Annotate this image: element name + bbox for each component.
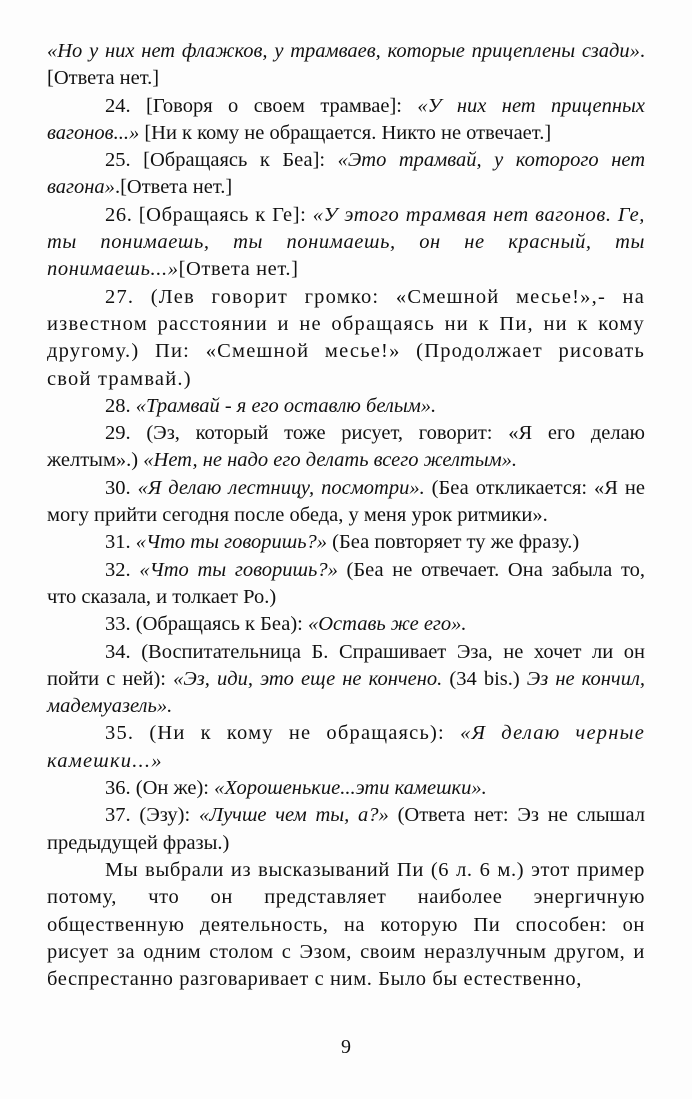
text-run: .[Ответа нет.]	[114, 176, 233, 199]
quoted-speech: «У этого трамвая нет вагонов. Ге, ты понимаешь, ты понимаешь, он не красный, ты понимаешь...»	[47, 203, 645, 281]
text-run: . [Ответа нет.]	[47, 40, 645, 90]
paragraph-p26	[47, 202, 645, 284]
quoted-speech: «Но у них нет флажков, у трамваев, которые прицеплены сзади»	[47, 40, 640, 62]
text-run: 26. [Обращаясь к Ге]:	[105, 203, 313, 226]
quoted-speech: «Трамвай - я его оставлю белым».	[135, 394, 437, 417]
body-text	[47, 38, 645, 993]
quoted-speech: «Это трамвай, у которого нет вагона»	[47, 149, 646, 199]
quoted-speech: «Что ты говоришь?»	[135, 531, 328, 554]
text-run: 30.	[105, 476, 138, 499]
text-run: 31.	[105, 531, 136, 554]
text-run: 29. (Эз, который тоже рисует, говорит: «Я его делаю желтым».)	[47, 422, 645, 472]
paragraph-p0	[47, 38, 645, 93]
quoted-speech: «Я делаю черные камешки...»	[47, 722, 645, 772]
paragraph-p35	[47, 720, 645, 775]
paragraph-p37	[47, 802, 645, 857]
paragraph-p38	[47, 857, 645, 993]
quoted-speech: «Я делаю лестницу, посмотри».	[137, 476, 425, 499]
paragraph-p24	[47, 93, 645, 148]
text-run: (Ответа нет: Эз не слышал предыдущей фразы.)	[47, 804, 645, 854]
text-run: Мы выбрали из высказываний Пи (6 л. 6 м.) этот пример потому, что он представляет наиболее энергичную общественную деятельность, на которую Пи способен: он рисует за одним столом с Эзом, своим неразлучным другом, и беспрестанно разговаривает с ним. Было бы естественно,	[47, 858, 645, 991]
text-run: 25. [Обращаясь к Беа]:	[105, 149, 338, 172]
quoted-speech: Эз не кончил, мадемуазель».	[47, 667, 646, 718]
paragraph-p36	[47, 775, 645, 802]
paragraph-p33	[47, 611, 645, 638]
quoted-speech: «Нет, не надо его делать всего желтым».	[143, 449, 518, 472]
text-run: 35. (Ни к кому не обращаясь):	[105, 722, 461, 745]
text-run: 24. [Говоря о своем трамвае]:	[105, 94, 418, 117]
text-run: 27. (Лев говорит громко: «Смешной месье!»,- на известном расстоянии и не обращаясь ни к Пи, ни к кому другому.) Пи: «Смешной месье!» (Продолжает рисовать свой трамвай.)	[47, 285, 645, 390]
quoted-speech: «Что ты говоришь?»	[139, 558, 338, 581]
text-run: [Ответа нет.]	[178, 258, 299, 281]
text-run: (34 bis.)	[442, 667, 527, 690]
page-number: 9	[341, 1036, 351, 1058]
paragraph-p34	[47, 639, 645, 721]
paragraph-p29	[47, 420, 645, 475]
paragraph-p28	[47, 393, 645, 420]
text-run: 36. (Он же):	[105, 777, 215, 800]
paragraph-p30	[47, 475, 645, 530]
text-run: 28.	[105, 394, 136, 417]
text-run: [Ни к кому не обращается. Никто не отвечает.]	[139, 121, 552, 144]
quoted-speech: «У них нет прицепных вагонов...»	[47, 94, 645, 144]
quoted-speech: «Хорошенькие...эти камешки».	[214, 777, 487, 800]
text-run: (Беа откликается: «Я не могу прийти сегодня после обеда, у меня урок ритмики».	[47, 476, 645, 527]
text-run: 37. (Эзу):	[105, 804, 199, 827]
paragraph-p25	[47, 147, 645, 202]
paragraph-p31	[47, 529, 645, 556]
quoted-speech: «Лучше чем ты, а?»	[198, 804, 389, 827]
text-run: 33. (Обращаясь к Беа):	[105, 613, 308, 636]
text-run: 34. (Воспитательница Б. Спрашивает Эза, не хочет ли он пойти с ней):	[47, 640, 645, 690]
quoted-speech: «Эз, иди, это еще не кончено.	[173, 667, 443, 690]
paragraph-p32	[47, 557, 645, 612]
text-run: (Беа повторяет ту же фразу.)	[327, 531, 580, 554]
text-run: 32.	[105, 558, 140, 581]
paragraph-p27	[47, 284, 645, 393]
text-run: (Беа не отвечает. Она забыла то, что сказала, и толкает Ро.)	[47, 558, 646, 608]
quoted-speech: «Оставь же его».	[308, 613, 467, 636]
